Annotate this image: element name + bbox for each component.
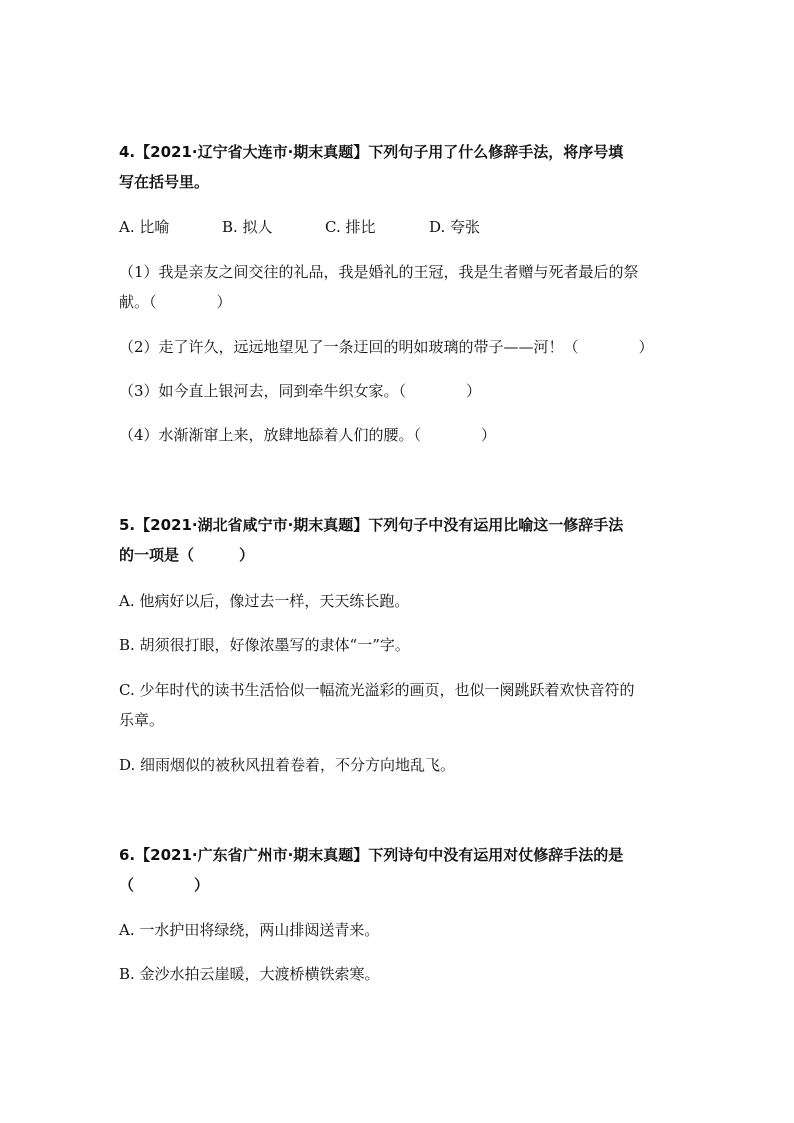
q4-item-3: （3）如今直上银河去，同到牵牛织女家。（ ） (119, 382, 482, 400)
question-4-title: 4.【2021·辽宁省大连市·期末真题】下列句子用了什么修辞手法，将序号填 (119, 143, 624, 161)
q6-option-b: B. 金沙水拍云崖暖，大渡桥横铁索寒。 (119, 965, 380, 983)
q5-option-c-cont: 乐章。 (119, 711, 165, 729)
q4-item-2: （2）走了许久，远远地望见了一条迂回的明如玻璃的带子——河！（ ） (119, 338, 654, 356)
question-5-title: 5.【2021·湖北省咸宁市·期末真题】下列句子中没有运用比喻这一修辞手法 (119, 516, 624, 534)
option-a: A. 比喻 (119, 218, 170, 236)
q5-option-b: B. 胡须很打眼，好像浓墨写的隶体“一”字。 (119, 636, 410, 654)
q6-option-a: A. 一水护田将绿绕，两山排闼送青来。 (119, 921, 380, 939)
q5-option-c: C. 少年时代的读书生活恰似一幅流光溢彩的画页，也似一阕跳跃着欢快音符的 (119, 681, 635, 699)
option-d: D. 夸张 (429, 218, 481, 236)
question-4-title-cont: 写在括号里。 (119, 173, 210, 191)
option-b: B. 拟人 (222, 218, 273, 236)
question-4-options (119, 217, 480, 237)
q4-item-1-cont: 献。（ ） (119, 293, 232, 311)
question-5-title-cont: 的一项是（ ） (119, 546, 255, 564)
q5-option-a: A. 他病好以后，像过去一样，天天练长跑。 (119, 592, 410, 610)
q4-item-1: （1）我是亲友之间交往的礼品，我是婚礼的王冠，我是生者赠与死者最后的祭 (119, 263, 639, 281)
question-6-title: 6.【2021·广东省广州市·期末真题】下列诗句中没有运用对仗修辞手法的是 (119, 846, 624, 864)
question-6-title-cont: （ ） (119, 876, 210, 894)
option-c: C. 排比 (325, 218, 376, 236)
q5-option-d: D. 细雨烟似的被秋风扭着卷着，不分方向地乱飞。 (119, 756, 456, 774)
q4-item-4: （4）水渐渐窜上来，放肆地舔着人们的腰。（ ） (119, 426, 497, 444)
